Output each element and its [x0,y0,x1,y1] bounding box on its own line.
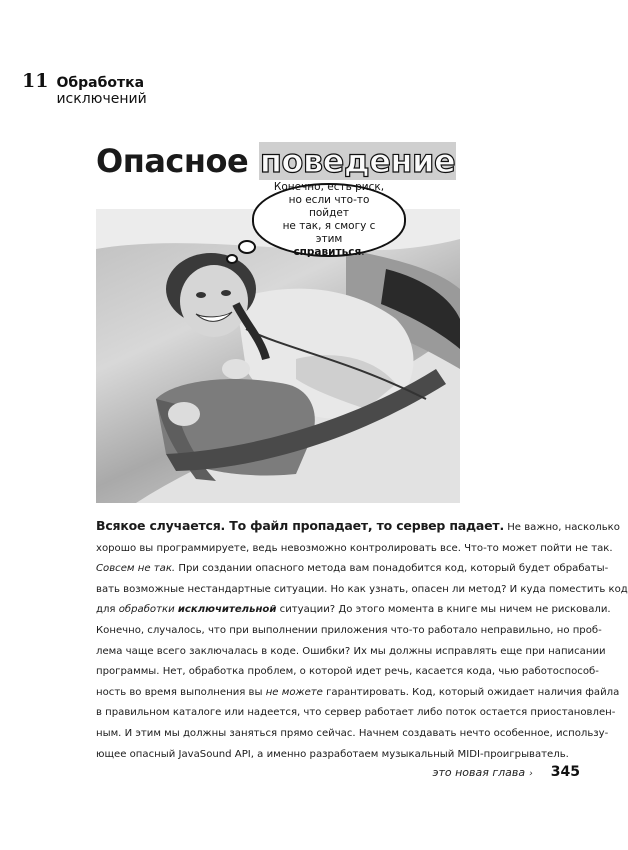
chapter-title [56,75,222,107]
thought-bubble [252,183,406,257]
body-line-4: вать возможные нестандартные ситуации. Но как узнать, опасен ли метод? И куда поместить код [96,583,628,595]
title-part-2: поведение [259,142,456,180]
body-line-9-rest: гарантировать. Код, который ожидает наличия файла [322,686,620,698]
bubble-line-4-end: . [361,246,365,258]
body-line-3-italic: Совсем не так. [96,563,176,575]
lead-sentence: Всякое случается. То файл пропадает, то сервер падает. [96,518,504,533]
body-line-11: ным. И этим мы должны заняться прямо сейчас. Начнем создавать нечто особенное, использу- [96,727,609,739]
chapter-title-bold: Обработка [56,75,145,91]
body-line-9 [96,683,620,704]
body-line-1 [96,516,620,539]
body-line-3 [96,559,609,580]
body-line-5-rest: ситуации? До этого момента в книге мы ничем не рисковали. [276,604,611,616]
body-line-5 [96,600,611,621]
bubble-line-4-bold: справиться [293,246,362,258]
footer-text [432,766,532,779]
chapter-title-rest: исключений [56,91,147,107]
page-number: 345 [550,764,580,780]
body-line-12: ющее опасный JavaSound API, а именно разработаем музыкальный MIDI-проигрыватель. [96,748,569,760]
chapter-header [22,70,222,107]
body-line-3-rest: При создании опасного метода вам понадобится код, который будет обрабаты- [175,563,609,575]
page-title [96,142,456,186]
thought-bubble-text [269,181,389,259]
thought-bubble-tail-large [238,240,256,254]
chevron-right-icon: › [529,769,533,779]
body-line-5-a: для [96,604,119,616]
body-line-8: программы. Нет, обработка проблем, о которой идет речь, касается кода, чью работоспособ- [96,666,599,678]
body-line-7: лема чаще всего заключалась в коде. Ошибки? Их мы должны исправлять еще при написании [96,645,606,657]
body-line-1-rest: Не важно, насколько [504,522,620,533]
body-line-5-italic: обработки [118,604,178,616]
body-line-10: в правильном каталоге или надеется, что сервер работает либо поток остается приостановлен- [96,707,616,719]
body-paragraph [96,516,628,766]
thought-bubble-tail-small [226,254,238,264]
bubble-line-3: не так, я смогу с этим [282,220,376,245]
chapter-number: 11 [22,70,49,92]
bubble-line-1: Конечно, есть риск, [273,181,385,193]
footer-label: это новая глава [432,766,526,779]
body-line-9-a: ность во время выполнения вы [96,686,266,698]
body-line-6: Конечно, случалось, что при выполнении приложения что-то работало неправильно, но проб- [96,624,602,636]
bubble-line-2: но если что-то пойдет [288,194,370,219]
body-line-9-italic: не можете [265,686,323,698]
body-line-2: хорошо вы программируете, ведь невозможно контролировать все. Что-то может пойти не так. [96,542,613,554]
body-line-5-bold-italic: исключительной [177,604,277,616]
page-footer [380,764,580,784]
title-part-1: Опасное [96,142,259,180]
